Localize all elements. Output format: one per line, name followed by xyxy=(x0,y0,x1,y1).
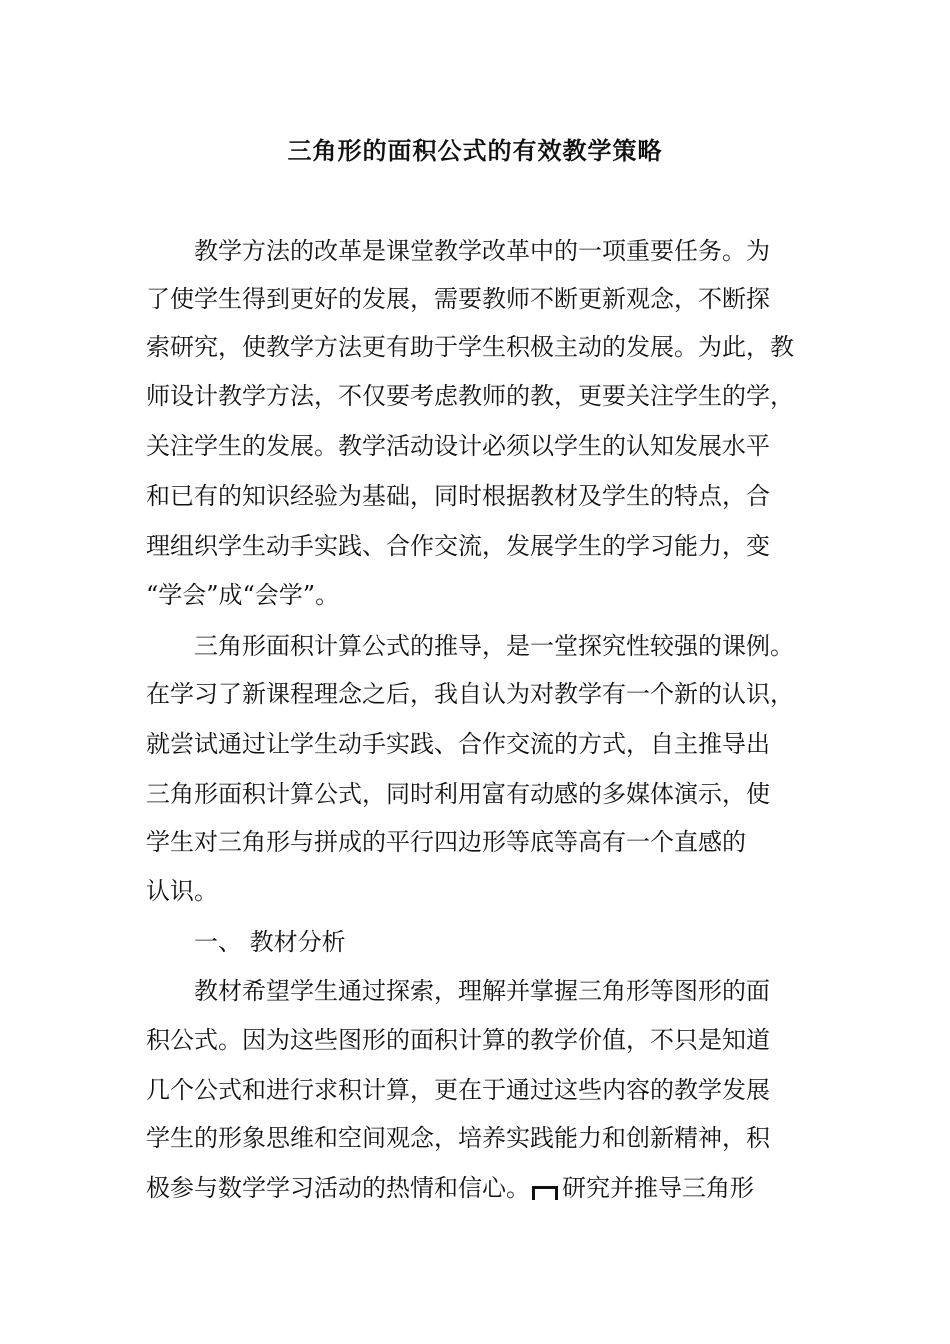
paragraph-3-line: 学生的形象思维和空间观念，培养实践能力和创新精神，积 xyxy=(146,1124,770,1152)
paragraph-1-line: “学会”成“会学”。 xyxy=(146,581,340,609)
bracket-mark-icon xyxy=(532,1186,558,1200)
paragraph-1-line: 索研究，使教学方法更有助于学生积极主动的发展。为此，教 xyxy=(146,333,794,361)
paragraph-1-line: 教学方法的改革是课堂教学改革中的一项重要任务。为 xyxy=(194,237,770,265)
paragraph-2-line: 学生对三角形与拼成的平行四边形等底等高有一个直感的 xyxy=(146,828,746,856)
document-title: 三角形的面积公式的有效教学策略 xyxy=(287,136,663,165)
paragraph-3-line xyxy=(146,1170,754,1206)
paragraph-1-line: 和已有的知识经验为基础，同时根据教材及学生的特点，合 xyxy=(146,482,770,510)
paragraph-1-line: 理组织学生动手实践、合作交流，发展学生的学习能力，变 xyxy=(146,532,770,560)
paragraph-3-line: 教材希望学生通过探索，理解并掌握三角形等图形的面 xyxy=(194,977,770,1005)
paragraph-2-line: 认识。 xyxy=(146,877,218,905)
paragraph-3-line: 积公式。因为这些图形的面积计算的教学价值，不只是知道 xyxy=(146,1026,770,1054)
paragraph-3-line: 几个公式和进行求积计算，更在于通过这些内容的教学发展 xyxy=(146,1076,770,1104)
paragraph-2-line: 三角形面积计算公式，同时利用富有动感的多媒体演示，使 xyxy=(146,780,770,808)
paragraph-1-line: 了使学生得到更好的发展，需要教师不断更新观念，不断探 xyxy=(146,285,770,313)
paragraph-3-text: 研究并推导三角形 xyxy=(562,1174,754,1202)
paragraph-1-line: 关注学生的发展。教学活动设计必须以学生的认知发展水平 xyxy=(146,432,770,460)
paragraph-3-text: 极参与数学学习活动的热情和信心。 xyxy=(146,1174,530,1202)
paragraph-2-line: 在学习了新课程理念之后，我自认为对教学有一个新的认识， xyxy=(146,680,794,708)
section-heading: 一、 教材分析 xyxy=(194,928,346,956)
paragraph-2-line: 三角形面积计算公式的推导，是一堂探究性较强的课例。 xyxy=(194,632,794,660)
paragraph-2-line: 就尝试通过让学生动手实践、合作交流的方式，自主推导出 xyxy=(146,730,770,758)
paragraph-1-line: 师设计教学方法，不仅要考虑教师的教，更要关注学生的学， xyxy=(146,382,794,410)
